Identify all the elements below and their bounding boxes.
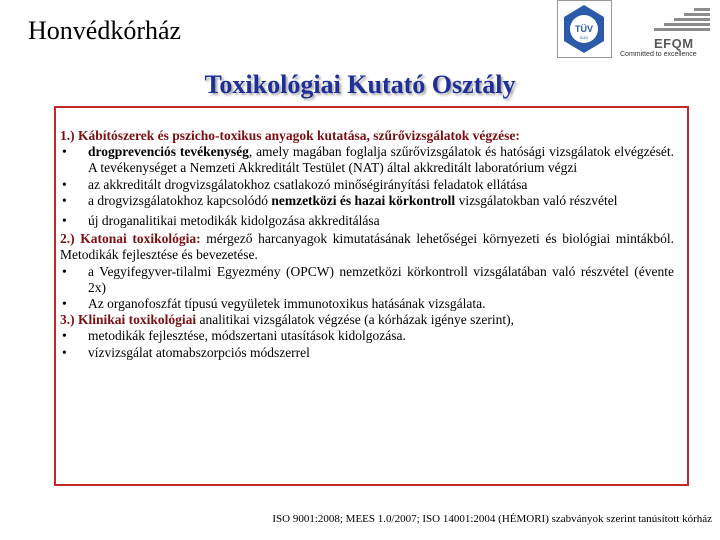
bullet-text: új droganalitikai metodikák kidolgozása akkreditálása (88, 213, 380, 229)
content-body (60, 128, 674, 361)
tuv-sub-text: SÜD (579, 35, 589, 40)
section2-heading-bold: 2.) Katonai toxikológia: (60, 231, 201, 247)
efqm-logo (620, 6, 712, 60)
bullet-text: a drogvizsgálatokhoz kapcsolódó (88, 192, 272, 208)
section3-heading-text: analitikai vizsgálatok végzése (a kórházak igénye szerint), (196, 312, 515, 328)
bullet-bold-text: drogprevenciós tevékenység (88, 144, 249, 160)
section3-heading-bold: 3.) Klinikai toxikológiai (60, 312, 197, 328)
section2-heading (60, 231, 674, 263)
bullet-icon: • (62, 144, 67, 160)
tuv-certification-logo (557, 0, 612, 58)
bullet-icon: • (62, 344, 67, 360)
bullet-text: metodikák fejlesztése, módszertani utasítások kidolgozása. (88, 328, 406, 344)
list-item (60, 177, 674, 193)
list-item (60, 345, 674, 361)
section1-heading: 1.) Kábítószerek és pszicho-toxikus anyagok kutatása, szűrővizsgálatok végzése: (60, 128, 520, 143)
list-item (60, 328, 674, 344)
section3-heading (60, 312, 674, 328)
bullet-text: vizsgálatokban való részvétel (455, 192, 618, 208)
bullet-text: vízvizsgálat atomabszorpciós módszerrel (88, 344, 310, 360)
bullet-icon: • (62, 263, 67, 279)
list-item (60, 144, 674, 176)
section2-heading-text: mérgező harcanyagok kimutatásának lehetőségei környezeti és biológiai mintákból. Metodikák fejlesztése és bevezetése. (60, 231, 674, 263)
list-item (60, 193, 674, 209)
list-item (60, 213, 674, 229)
tuv-text: TÜV (575, 24, 593, 34)
bullet-bold-text: nemzetközi és hazai körkontroll (271, 192, 456, 208)
certification-footer: ISO 9001:2008; MEES 1.0/2007; ISO 14001:2004 (HÉMORI) szabványok szerint tanúsított kórház (272, 513, 712, 525)
list-item (60, 296, 674, 312)
bullet-icon: • (62, 176, 67, 192)
list-item (60, 264, 674, 296)
hospital-name: Honvédkórház (28, 16, 182, 45)
bullet-text: az akkreditált drogvizsgálatokhoz csatlakozó minőségirányítási feladatok ellátása (88, 176, 528, 192)
efqm-tagline: Committed to excellence (620, 51, 697, 58)
bullet-text: a Vegyifegyver-tilalmi Egyezmény (OPCW) nemzetközi körkontroll vizsgálatában való részvétel (évente 2x) (88, 263, 674, 295)
bullet-icon: • (62, 296, 67, 312)
bullet-icon: • (62, 328, 67, 344)
bullet-text: , amely magában foglalja szűrővizsgálatok és hatósági vizsgálatok elvégzését. A tevékenységet a Nemzeti Akkreditált Testület (NAT) által akkreditált laboratórium végzi (88, 144, 674, 176)
efqm-text: EFQM (654, 36, 694, 51)
bullet-icon: • (62, 213, 67, 229)
page-title: Toxikológiai Kutató Osztály (204, 70, 516, 99)
bullet-icon: • (62, 192, 67, 208)
bullet-text: Az organofoszfát típusú vegyületek immunotoxikus hatásának vizsgálata. (88, 296, 486, 312)
